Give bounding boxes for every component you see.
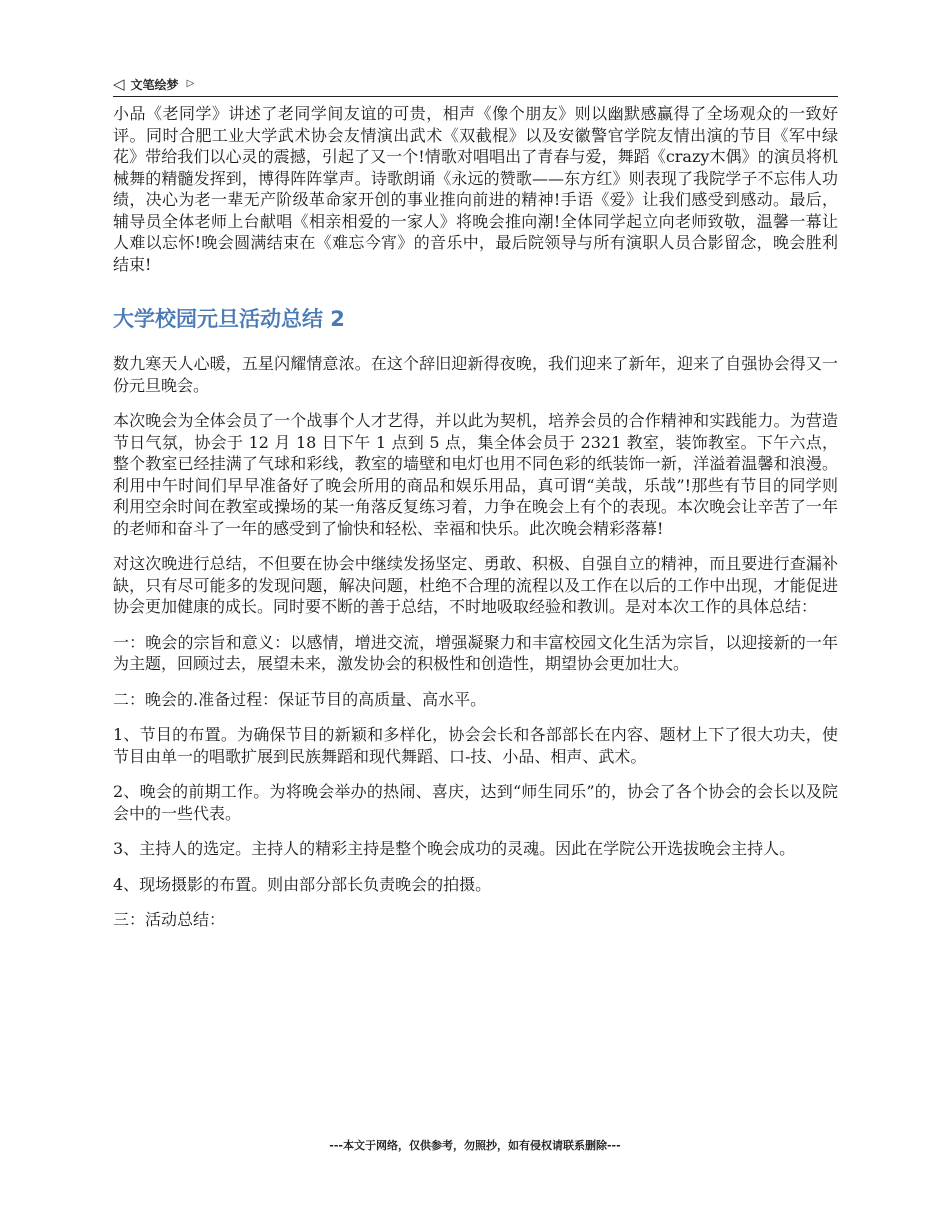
header-title: 文笔绘梦 bbox=[130, 77, 179, 92]
paragraph: 4、现场摄影的布置。则由部分部长负责晚会的拍摄。 bbox=[113, 874, 492, 894]
paragraph: 本次晚会为全体会员了一个战事个人才艺得，并以此为契机，培养会员的合作精神和实践能力。为营造节日气氛，协会于 12 月 18 日下午 1 点到 5 点，集全体会员于 2321 教室，装饰教室。下午六点，整个教室已经挂满了气球和彩线，教室的墙壁和电灯也用不同色彩的纸装饰一新，洋溢着温馨和浪漫。利用中午时间们早早准备好了晚会所用的商品和娱乐用品，真可谓“美哉，乐哉”!那些有节目的同学则利用空余时间在教室或操场的某一角落反复练习着，力争在晚会上有个的表现。本次晚会让辛苦了一年的老师和奋斗了一年的感受到了愉快和轻松、幸福和快乐。此次晚会精彩落幕! bbox=[113, 411, 838, 538]
paragraph: 对这次晚进行总结，不但要在协会中继续发扬坚定、勇敢、积极、自强自立的精神，而且要进行查漏补缺，只有尽可能多的发现问题，解决问题，杜绝不合理的流程以及工作在以后的工作中出现，才能促进协会更加健康的成长。同时要不断的善于总结，不时地吸取经验和教训。是对本次工作的具体总结： bbox=[113, 554, 838, 616]
paragraph: 数九寒天人心暖，五星闪耀情意浓。在这个辞旧迎新得夜晚，我们迎来了新年，迎来了自强协会得又一份元旦晚会。 bbox=[113, 354, 838, 395]
section-title: 大学校园元旦活动总结 2 bbox=[113, 307, 345, 331]
triangle-right-icon: ▷ bbox=[186, 78, 195, 89]
paragraph: 三：活动总结： bbox=[113, 910, 226, 929]
triangle-left-icon: ◁ bbox=[113, 74, 125, 93]
paragraph: 一：晚会的宗旨和意义：以感情，增进交流，增强凝聚力和丰富校园文化生活为宗旨，以迎接新的一年为主题，回顾过去，展望未来，激发协会的积极性和创造性，期望协会更加壮大。 bbox=[113, 632, 838, 673]
paragraph: 小品《老同学》讲述了老同学间友谊的可贵，相声《像个朋友》则以幽默感赢得了全场观众的一致好评。同时合肥工业大学武术协会友情演出武术《双截棍》以及安徽警官学院友情出演的节目《军中绿花》带给我们以心灵的震撼，引起了又一个!情歌对唱唱出了青春与爱，舞蹈《crazy木偶》的演员将机械舞的精髓发挥到，博得阵阵掌声。诗歌朗诵《永远的赞歌——东方红》则表现了我院学子不忘伟人功绩，决心为老一辈无产阶级革命家开创的事业推向前进的精神!手语《爱》让我们感受到感动。最后，辅导员全体老师上台献唱《相亲相爱的一家人》将晚会推向潮!全体同学起立向老师致敬，温馨一幕让人难以忘怀!晚会圆满结束在《难忘今宵》的音乐中，最后院领导与所有演职人员合影留念，晚会胜利结束! bbox=[113, 104, 838, 274]
document-body bbox=[113, 103, 838, 945]
page-header bbox=[113, 72, 838, 97]
page-footer: ---本文于网络，仅供参考，勿照抄，如有侵权请联系删除--- bbox=[329, 1139, 621, 1152]
paragraph: 3、主持人的选定。主持人的精彩主持是整个晚会成功的灵魂。因此在学院公开选拔晚会主持人。 bbox=[113, 839, 796, 858]
paragraph: 1、节目的布置。为确保节目的新颖和多样化，协会会长和各部部长在内容、题材上下了很大功夫，使节目由单一的唱歌扩展到民族舞蹈和现代舞蹈、口-技、小品、相声、武术。 bbox=[113, 725, 838, 766]
paragraph: 二：晚会的.准备过程：保证节目的高质量、高水平。 bbox=[113, 689, 487, 709]
paragraph: 2、晚会的前期工作。为将晚会举办的热闹、喜庆，达到“师生同乐”的，协会了各个协会的会长以及院会中的一些代表。 bbox=[113, 782, 838, 823]
